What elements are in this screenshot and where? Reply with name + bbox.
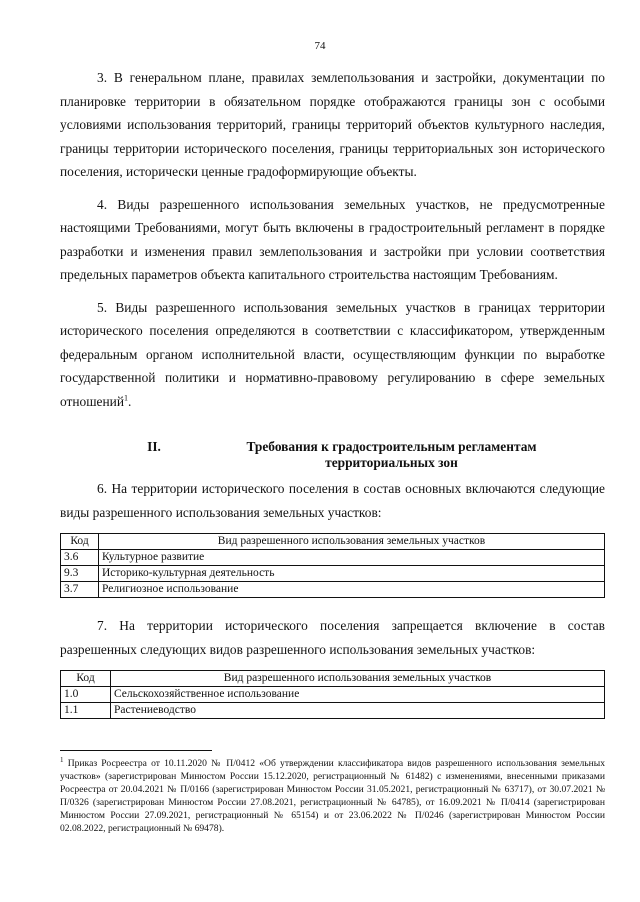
table-row [61,582,605,598]
table-cell-use: Культурное развитие [99,550,605,566]
section-number: II. [147,439,161,454]
table-cell-use: Сельскохозяйственное использование [111,687,605,703]
table-header-use: Вид разрешенного использования земельных участков [111,671,605,687]
footnote-text: Приказ Росреестра от 10.11.2020 № П/0412 «Об утверждении классификатора видов разрешенного использования земельных участков» (зарегистрирован Минюстом России 15.12.2020, регистрационный № 61482) с изменениями, внесенными приказами Росреестра от 20.04.2021 № П/0166 (зарегистрирован Минюстом России 31.05.2021, регистрационный № 63717), от 30.07.2021 № П/0326 (зарегистрирован Минюстом России 27.08.2021, регистрационный № 64785), от 16.09.2021 № П/0414 (зарегистрирован Минюстом России 27.09.2021, регистрационный № 65154) и от 23.06.2022 № П/0246 (зарегистрирован Минюстом России 02.08.2022, регистрационный № 69478). [60,758,605,834]
table-row [61,687,605,703]
footnotes [60,750,605,835]
footnote-reference[interactable]: 1 [124,393,128,403]
table-row [61,550,605,566]
table-row [61,566,605,582]
footnote-marker: 1 [60,755,64,764]
paragraph-6: 6. На территории исторического поселения в состав основных включаются следующие виды разрешенного использования земельных участков: [60,481,605,520]
table-cell-code: 3.7 [61,582,99,598]
table-cell-code: 1.1 [61,703,111,719]
footnote-1 [60,757,605,835]
table-header-row [61,671,605,687]
section-heading [60,439,605,471]
paragraph-4: 4. Виды разрешенного использования земельных участков, не предусмотренные настоящими Требованиями, могут быть включены в градостроительный регламент в порядке разработки и изменения правил землепользования и застройки при условии соответствия предельных параметров объекта капитального строительства настоящим Требованиям. [60,196,605,282]
table-header-row [61,534,605,550]
table-cell-code: 1.0 [61,687,111,703]
paragraph-7: 7. На территории исторического поселения запрещается включение в состав разрешенных следующих видов разрешенного использования земельных участков: [60,618,605,657]
allowed-uses-table [60,533,605,598]
table-cell-use: Растениеводство [111,703,605,719]
table-row [61,703,605,719]
paragraph-5-text: 5. Виды разрешенного использования земельных участков в границах территории исторического поселения определяются в соответствии с классификатором, утвержденным федеральным органом исполнительной власти, осуществляющим функции по выработке государственной политики и нормативно-правовому регулированию в сфере земельных отношений [60,299,605,409]
paragraph-3: 3. В генеральном плане, правилах землепользования и застройки, документации по планировке территории в обязательном порядке отображаются границы зон с особыми условиями использования территорий, границы территорий объектов культурного наследия, границы территории исторического поселения, границы территориальных зон исторического поселения, исторически ценные градоформирующие объекты. [60,70,605,179]
table-cell-use: Историко-культурная деятельность [99,566,605,582]
table-cell-code: 9.3 [61,566,99,582]
footnote-divider [60,750,212,751]
table-header-use: Вид разрешенного использования земельных участков [99,534,605,550]
page-number: 74 [314,40,326,52]
section-title: Требования к градостроительным регламентам территориальных зон [246,439,537,470]
paragraph-5: 5. Виды разрешенного использования земельных участков в границах территории исторического поселения определяются в соответствии с классификатором, утвержденным федеральным органом исполнительной власти, осуществляющим функции по выработке государственной политики и нормативно-правовому регулированию в сфере земельных отношений$^1$. [60,299,605,409]
table-cell-use: Религиозное использование [99,582,605,598]
document-body [60,66,605,735]
table-cell-code: 3.6 [61,550,99,566]
table-header-code: Код [61,534,99,550]
forbidden-uses-table [60,670,605,719]
table-header-code: Код [61,671,111,687]
